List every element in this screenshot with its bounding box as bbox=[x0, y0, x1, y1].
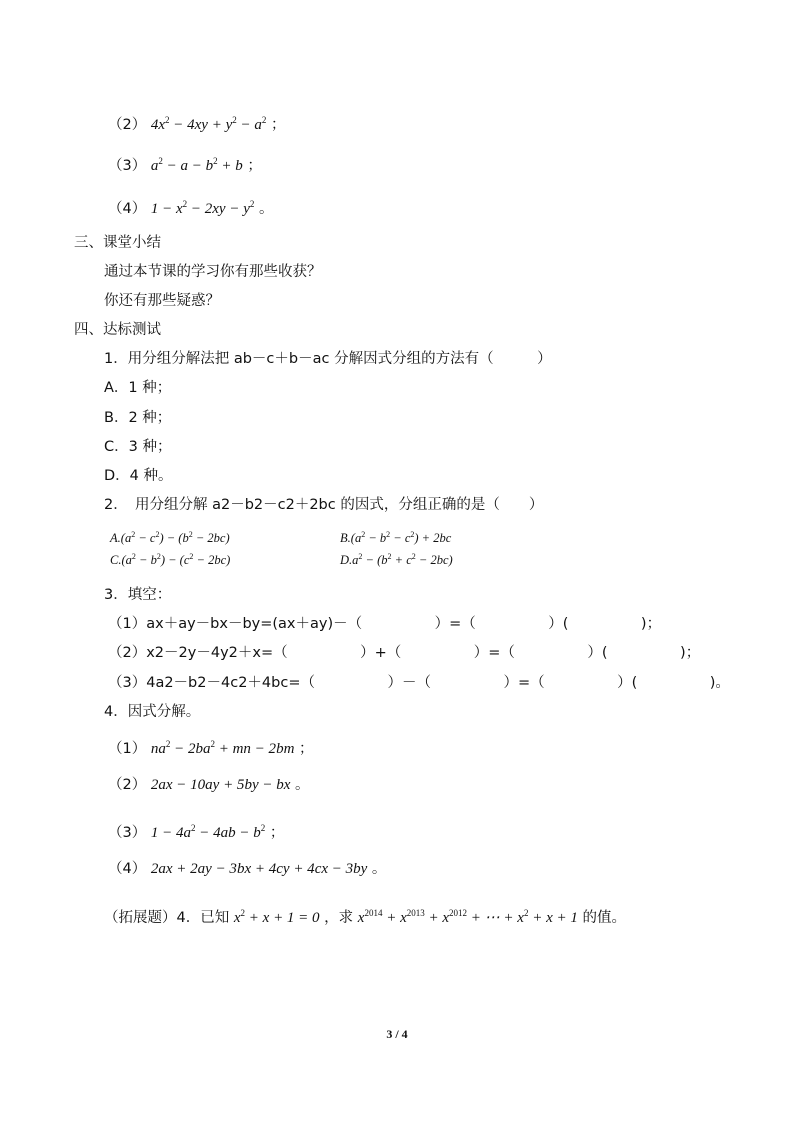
item-end: ； bbox=[247, 158, 262, 174]
extension-prefix: （拓展题）4．已知 bbox=[104, 910, 230, 926]
section-heading-summary: 三、课堂小结 bbox=[74, 235, 161, 251]
question-3: 3．填空： bbox=[104, 587, 172, 603]
item-label: （4） bbox=[108, 201, 147, 217]
math-expression: $a^2 - a - b^2 + b$ bbox=[150, 156, 243, 174]
item-end: ； bbox=[271, 117, 286, 133]
q1-option-c: C．3 种； bbox=[104, 439, 172, 455]
item-end: ； bbox=[269, 825, 285, 841]
math-expression: $x^{2014} + x^{2013} + x^{2012}$ + ⋯ + $x^2 + x + 1$ bbox=[357, 908, 578, 926]
summary-line-1: 通过本节课的学习你有那些收获？ bbox=[104, 264, 322, 280]
q4-item-1 bbox=[108, 734, 314, 759]
q1-option-b: B．2 种； bbox=[104, 410, 172, 426]
extension-mid: ，求 bbox=[324, 910, 354, 926]
item-end: 。 bbox=[259, 201, 274, 217]
question-4: 4．因式分解。 bbox=[104, 704, 201, 720]
q4-item-4 bbox=[108, 859, 386, 879]
q1-option-a: A．1 种； bbox=[104, 380, 172, 396]
math-expression: $4x^2 - 4xy + y^2 - a^2$ bbox=[150, 115, 267, 133]
math-expression: 2ax − 10ay + 5by − bx bbox=[150, 777, 291, 793]
summary-line-2: 你还有那些疑惑？ bbox=[104, 293, 220, 309]
q3-item-3: （3）4a2－b2－4c2＋4bc=（ ）－（ ）=（ ）( )。 bbox=[108, 675, 730, 691]
question-2: 2． 用分组分解 a2－b2－c2＋2bc 的因式，分组正确的是（ ） bbox=[104, 497, 544, 513]
q2-option-b: $B.(a^2 - b^2 - c^2) + 2bc$ bbox=[340, 530, 452, 545]
page-number: 3 / 4 bbox=[386, 1027, 408, 1041]
item-label: （3） bbox=[108, 825, 147, 841]
prev-item-4 bbox=[108, 194, 274, 219]
math-expression: $x^2 + x + 1 = 0$ bbox=[233, 908, 320, 926]
q3-item-1: （1）ax＋ay－bx－by=(ax＋ay)－（ ）=（ ）( )； bbox=[108, 616, 662, 632]
extension-question bbox=[104, 903, 626, 928]
item-label: （1） bbox=[108, 741, 147, 757]
item-label: （2） bbox=[108, 117, 147, 133]
math-expression: $1 - x^2 - 2xy - y^2$ bbox=[150, 199, 255, 217]
math-expression: 2ax + 2ay − 3bx + 4cy + 4cx − 3by bbox=[150, 861, 368, 877]
prev-item-2 bbox=[108, 110, 286, 135]
item-label: （3） bbox=[108, 158, 147, 174]
q3-item-2: （2）x2－2y－4y2＋x=（ ）+（ ）=（ ）( )； bbox=[108, 645, 701, 661]
item-end: 。 bbox=[295, 777, 310, 793]
item-end: ； bbox=[299, 741, 314, 757]
q4-item-2 bbox=[108, 775, 310, 795]
q2-option-c: $C.(a^2 - b^2) - (c^2 - 2bc)$ bbox=[110, 552, 231, 567]
q2-option-a: $A.(a^2 - c^2) - (b^2 - 2bc)$ bbox=[110, 530, 230, 545]
q4-item-3 bbox=[108, 818, 284, 843]
item-label: （4） bbox=[108, 861, 147, 877]
extension-suffix: 的值。 bbox=[582, 910, 626, 926]
q1-option-d: D．4 种。 bbox=[104, 468, 173, 484]
question-1: 1．用分组分解法把 ab－c＋b－ac 分解因式分组的方法有（ ） bbox=[104, 351, 552, 367]
q2-option-d: $D.a^2 - (b^2 + c^2 - 2bc)$ bbox=[340, 552, 453, 567]
math-expression: $1 - 4a^2 - 4ab - b^2$ bbox=[150, 823, 266, 841]
item-label: （2） bbox=[108, 777, 147, 793]
section-heading-test: 四、达标测试 bbox=[74, 322, 161, 338]
math-expression: $na^2 - 2ba^2$ + mn − 2bm bbox=[150, 739, 295, 757]
prev-item-3 bbox=[108, 151, 262, 176]
item-end: 。 bbox=[371, 861, 387, 877]
